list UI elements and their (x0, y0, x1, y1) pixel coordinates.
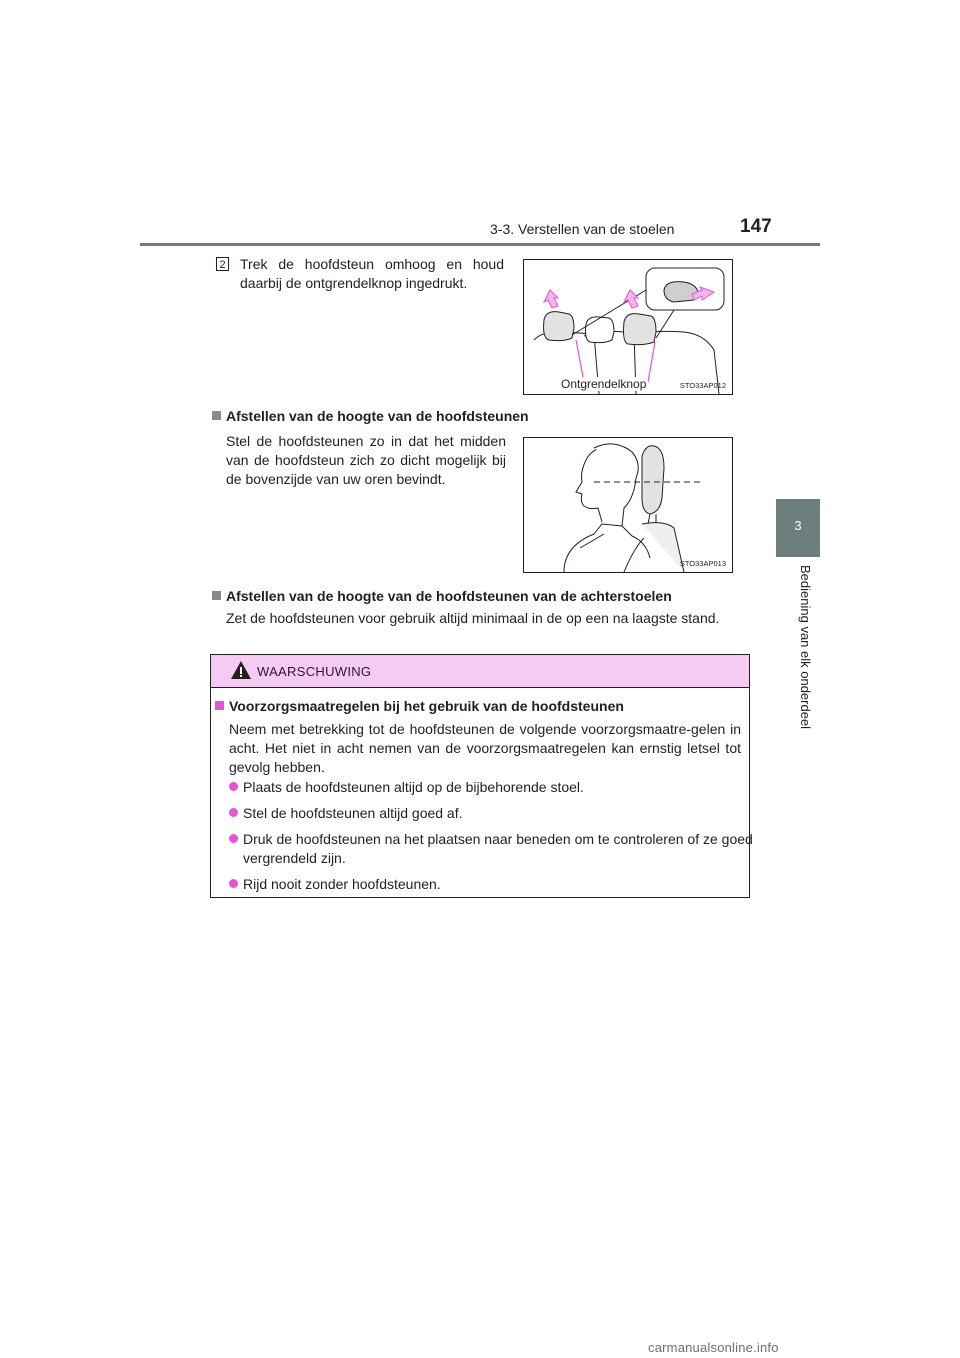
headrest-release-figure (523, 259, 733, 395)
pink-square-icon (215, 701, 224, 710)
head-position-illustration (524, 438, 732, 572)
section-heading-height: Afstellen van de hoogte van de hoofdsteunen (212, 408, 529, 424)
warning-bullet: Plaats de hoofdsteunen altijd op de bijbehorende stoel. (229, 778, 743, 797)
section-square-icon (212, 411, 221, 420)
chapter-label: Bediening van elk onderdeel (798, 565, 813, 730)
warning-bullet: Druk de hoofdsteunen na het plaatsen naar beneden om te controleren of ze goed vergrendeld zijn. (229, 830, 757, 868)
release-button-label: Ontgrendelknop (561, 377, 647, 391)
bullet-dot-icon (229, 879, 238, 888)
bullet-dot-icon (229, 782, 238, 791)
warning-heading: Voorzorgsmaatregelen bij het gebruik van de hoofdsteunen (215, 698, 624, 714)
warning-triangle-icon (230, 660, 252, 680)
chapter-number: 3 (794, 518, 802, 533)
warning-intro: Neem met betrekking tot de hoofdsteunen de volgende voorzorgsmaatre-gelen in acht. Het niet in acht nemen van de voorzorgsmaatregelen kan ernstig letsel tot gevolg hebben. (229, 721, 741, 775)
warning-bullet: Stel de hoofdsteunen altijd goed af. (229, 804, 743, 823)
header-rule (140, 243, 820, 246)
bullet-dot-icon (229, 808, 238, 817)
step-2-text: Trek de hoofdsteun omhoog en houd daarbij de ontgrendelknop ingedrukt. (240, 256, 504, 291)
page-number: 147 (740, 216, 772, 237)
warning-bullet: Rijd nooit zonder hoofdsteunen. (229, 875, 743, 894)
warning-box (210, 654, 753, 898)
headrest-height-figure (523, 437, 733, 573)
height-adjust-text: Stel de hoofdsteunen zo in dat het midden van de hoofdsteun zich zo dicht mogelijk bij de bovenzijde van uw oren bevindt. (226, 433, 506, 487)
footer-watermark: carmanualsonline.info (648, 1340, 779, 1355)
bullet-dot-icon (229, 834, 238, 843)
figure-id: STO33AP013 (679, 559, 726, 568)
headrest-release-illustration (524, 260, 732, 394)
section-square-icon (212, 591, 221, 600)
warning-title: WAARSCHUWING (257, 664, 372, 679)
section-heading-rear: Afstellen van de hoogte van de hoofdsteunen van de achterstoelen (212, 588, 672, 604)
rear-headrest-text: Zet de hoofdsteunen voor gebruik altijd minimaal in de op een na laagste stand. (226, 610, 720, 626)
warning-header (211, 655, 749, 688)
figure-id: STO33AP012 (679, 381, 726, 390)
section-title: 3-3. Verstellen van de stoelen (490, 221, 675, 237)
step-number-badge: 2 (216, 257, 229, 271)
